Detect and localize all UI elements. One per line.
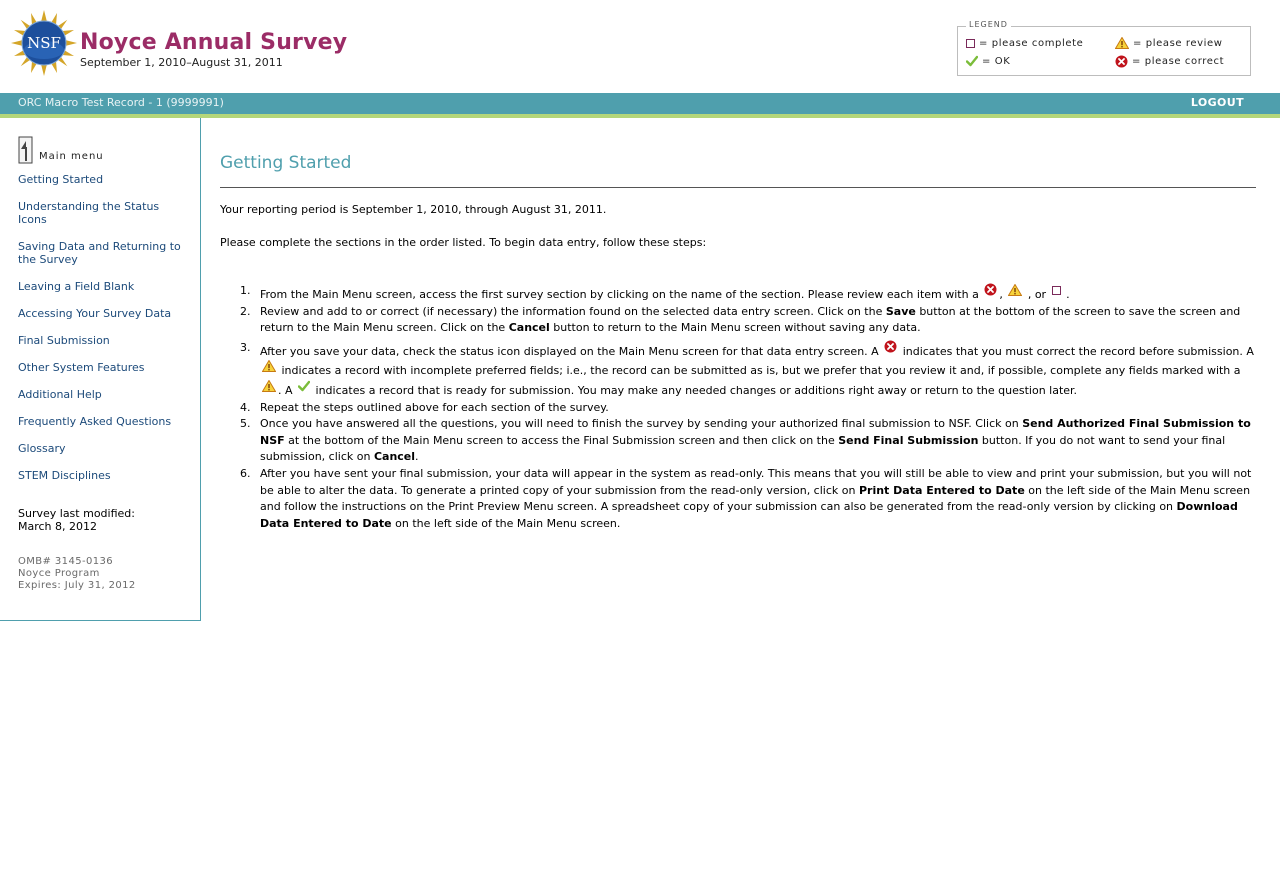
reporting-period-text: Your reporting period is September 1, 2010, through August 31, 2011.: [220, 203, 607, 216]
omb-info: [18, 556, 136, 592]
nsf-logo: [11, 10, 77, 76]
step-number: 6.: [240, 466, 251, 480]
empty-square-icon: [1052, 286, 1061, 295]
page-header: [0, 0, 1280, 93]
record-label: ORC Macro Test Record - 1 (9999991): [18, 96, 224, 109]
sidebar-item-other-features[interactable]: Other System Features: [18, 361, 145, 374]
step-number: 1.: [240, 284, 251, 297]
main-menu-label: Main menu: [39, 151, 104, 162]
last-modified-label: Survey last modified:: [18, 507, 135, 520]
warning-icon: [262, 380, 276, 392]
legend-label: = please correct: [1132, 56, 1225, 67]
list-item: 1. From the Main Menu screen, access the first survey section by clicking on the name of the section. Please review each item with a , , or .: [240, 284, 1070, 301]
empty-square-icon: [966, 39, 975, 48]
logout-link[interactable]: LOGOUT: [1190, 96, 1244, 109]
sidebar-item-final-submission[interactable]: Final Submission: [18, 334, 110, 347]
status-legend: [957, 20, 1251, 76]
svg-text:NSF: NSF: [27, 34, 61, 52]
record-bar: [0, 93, 1280, 114]
step-number: 5.: [240, 417, 251, 431]
step-number: 3.: [240, 340, 251, 354]
page-title: Getting Started: [220, 153, 352, 173]
sidebar-nav: [0, 118, 201, 621]
list-item: 6. After you have sent your final submission, your data will appear in the system as read-only. This means that you will still be able to view and print your submission, but you will not be able to alter the data. To generate a printed copy of your submission from the read-only version, click on Print Data Entered to Date on the left side of the Main Menu screen and follow the instructions on the Print Preview Menu screen. A spreadsheet copy of your submission can also be generated from the read-only version by clicking on Download Data Entered to Date on the left side of the Main Menu screen.: [240, 466, 1252, 530]
legend-ok: [966, 55, 1010, 67]
expiration-date: Expires: July 31, 2012: [18, 580, 136, 591]
sidebar-item-leaving-field-blank[interactable]: Leaving a Field Blank: [18, 280, 135, 293]
warning-icon: [1115, 37, 1129, 49]
survey-period: September 1, 2010–August 31, 2011: [80, 56, 283, 69]
steps-list: [220, 283, 1256, 532]
sidebar-item-glossary[interactable]: Glossary: [18, 442, 66, 455]
list-item: 3. After you save your data, check the status icon displayed on the Main Menu screen for that data entry screen. A indicates that you must correct the record before submission. A indicates a record with incomplete preferred fields; i.e., the record can be submitted as is, but we prefer that you review it and, if possible, complete any fields marked with a . A indicates a record that is ready for submission. You may make any needed changes or additions right away or return to the question later.: [240, 340, 1254, 397]
legend-label: = please review: [1133, 37, 1223, 49]
legend-please-correct: [1115, 55, 1224, 68]
sidebar-item-saving-data[interactable]: Saving Data and Returning to the Survey: [18, 240, 181, 266]
omb-number: OMB# 3145-0136: [18, 556, 114, 567]
sidebar-item-accessing-data[interactable]: Accessing Your Survey Data: [18, 307, 172, 320]
last-modified-date: March 8, 2012: [18, 520, 98, 533]
list-item: 2. Review and add to or correct (if necessary) the information found on the selected data entry screen. Click on the Save button at the bottom of the screen to save the screen and return to the Main Menu screen. Click on the Cancel button to return to the Main Menu screen without saving any data.: [240, 304, 1241, 335]
legend-title: LEGEND: [966, 20, 1011, 29]
app-title: Noyce Annual Survey: [80, 30, 348, 55]
sidebar-item-getting-started[interactable]: Getting Started: [18, 173, 104, 186]
warning-icon: [262, 360, 276, 372]
error-x-icon: [984, 283, 997, 296]
legend-label: = please complete: [979, 38, 1084, 49]
legend-label: = OK: [982, 55, 1011, 67]
list-item: 5. Once you have answered all the questions, you will need to finish the survey by sending your authorized final submission to NSF. Click on Send Authorized Final Submission to NSF at the bottom of the Main Menu screen to access the Final Submission screen and then click on the Send Final Submission button. If you do not want to send your final submission, click on Cancel.: [240, 417, 1251, 464]
program-name: Noyce Program: [18, 568, 100, 579]
step-number: 4.: [240, 400, 251, 414]
sidebar-item-additional-help[interactable]: Additional Help: [18, 388, 102, 401]
sidebar-item-status-icons[interactable]: Understanding the Status Icons: [18, 200, 160, 226]
warning-icon: [1008, 284, 1022, 296]
main-menu-icon: [18, 136, 33, 164]
sidebar-item-faq[interactable]: Frequently Asked Questions: [18, 415, 172, 428]
sidebar-item-stem-disciplines[interactable]: STEM Disciplines: [18, 469, 111, 482]
legend-please-complete: [966, 38, 1083, 49]
step-number: 2.: [240, 304, 251, 318]
checkmark-icon: [298, 380, 310, 392]
instructions-intro: Please complete the sections in the order listed. To begin data entry, follow these steps:: [220, 236, 707, 249]
legend-please-review: [1115, 37, 1223, 49]
main-menu-link[interactable]: [18, 136, 104, 164]
title-divider: [220, 187, 1256, 188]
checkmark-icon: [966, 55, 978, 67]
list-item: 4. Repeat the steps outlined above for each section of the survey.: [220, 400, 1256, 417]
error-x-icon: [884, 340, 897, 353]
last-modified: [18, 507, 135, 533]
error-x-icon: [1115, 55, 1128, 68]
